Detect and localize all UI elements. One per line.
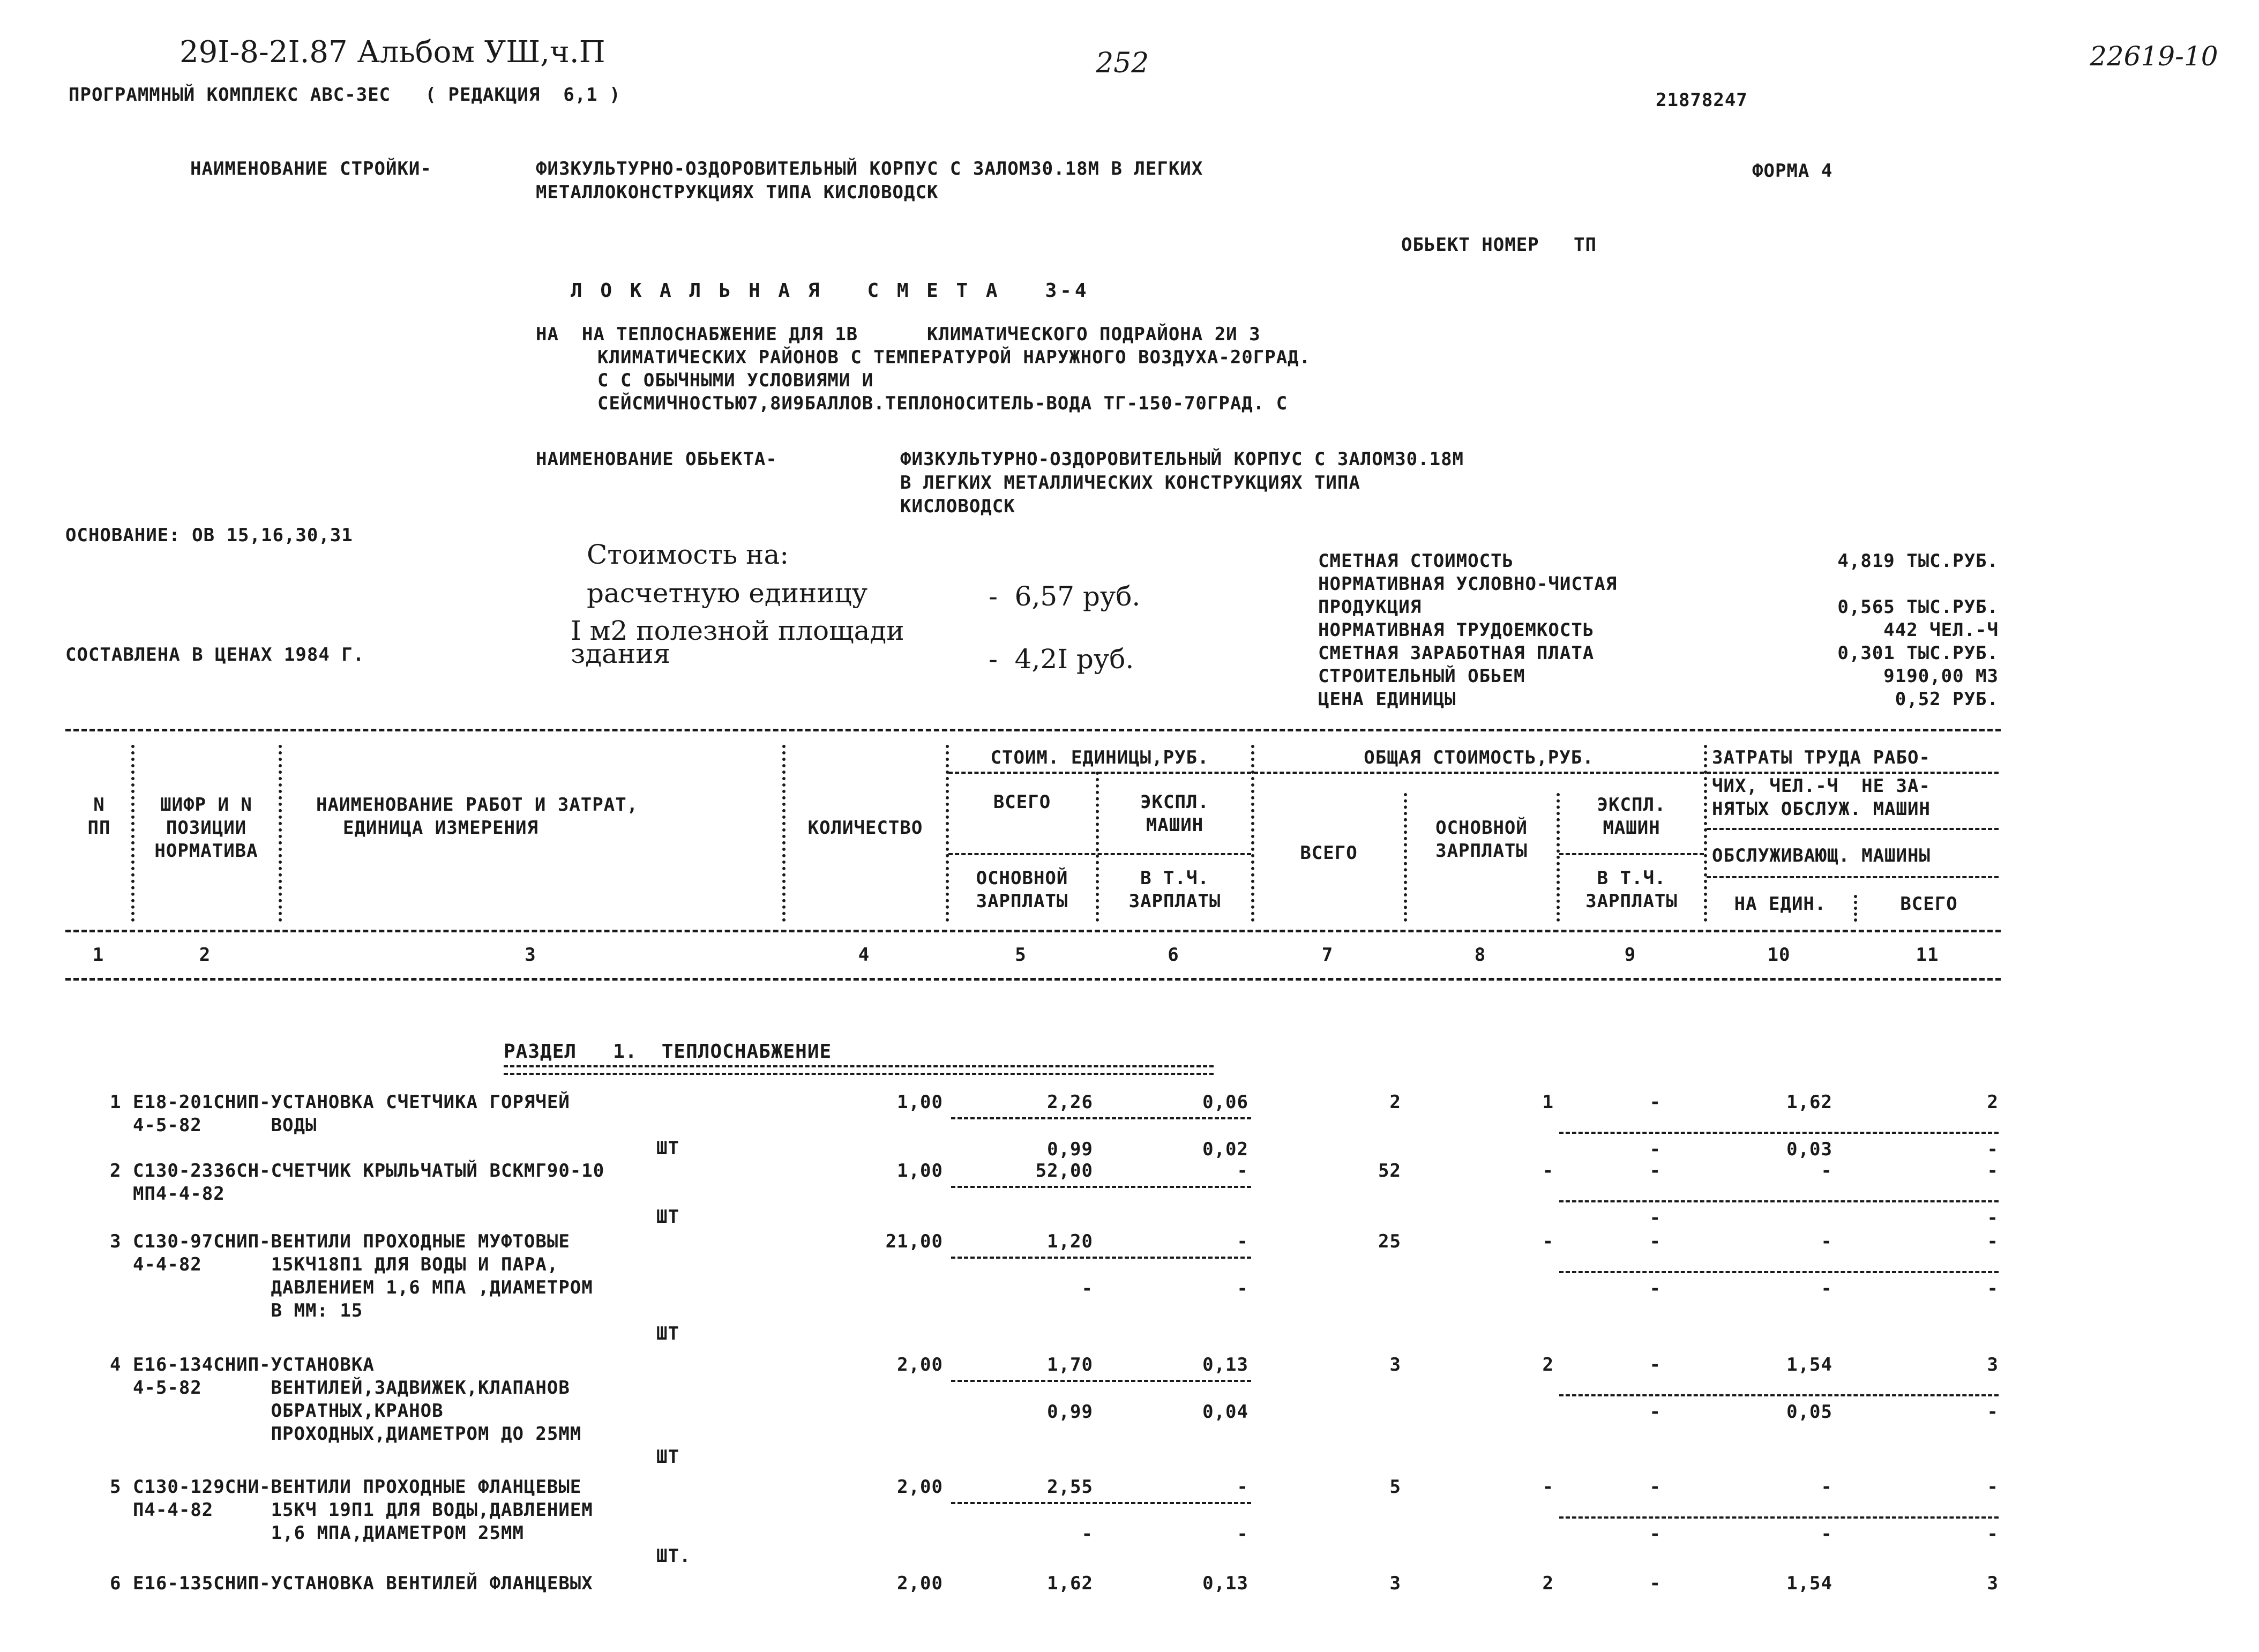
row-quantity: 1,00	[897, 1092, 943, 1113]
cost-unit-value: - 6,57 руб.	[989, 581, 1141, 612]
row-unit-incl-salary: 0,04	[1202, 1401, 1248, 1423]
column-number: 5	[1015, 944, 1027, 966]
cost-area-label-2: здания	[571, 638, 671, 669]
sheet-code: 22619-10	[2090, 41, 2218, 72]
header-col1-line2: ПП	[87, 817, 111, 839]
estimate-subject-line-4: СЕЙСМИЧНОСТЬЮ7,8И9БАЛЛОВ.ТЕПЛОНОСИТЕЛЬ-ВОДА ТГ-150-70ГРАД. С	[597, 393, 1288, 414]
row-total-cost: 3	[1389, 1573, 1401, 1594]
row-unit-base-salary: -	[1081, 1278, 1093, 1299]
row-description: МП4-4-82	[110, 1183, 225, 1205]
row-description: ОБРАТНЫХ,КРАНОВ	[110, 1400, 444, 1422]
summary-label: СМЕТНАЯ СТОИМОСТЬ	[1318, 550, 1514, 572]
summary-value: 442 ЧЕЛ.-Ч	[1883, 619, 1999, 641]
header-col4: КОЛИЧЕСТВО	[807, 817, 923, 839]
header-unit-base-2: ЗАРПЛАТЫ	[976, 891, 1068, 912]
header-rule	[1707, 876, 1999, 878]
row-total-base-salary: 1	[1542, 1092, 1554, 1113]
row-separator	[1559, 1394, 1999, 1396]
row-total-base-salary: -	[1542, 1231, 1554, 1252]
cost-unit-label: расчетную единицу	[587, 578, 868, 609]
column-number: 1	[92, 944, 104, 966]
header-rule	[1707, 772, 1999, 774]
row-total-base-salary: -	[1542, 1160, 1554, 1182]
row-description: П4-4-82 15КЧ 19П1 ДЛЯ ВОДЫ,ДАВЛЕНИЕМ	[110, 1499, 593, 1521]
header-col1-line1: N	[93, 794, 105, 816]
column-number: 10	[1767, 944, 1791, 966]
row-labor-unit: -	[1821, 1231, 1832, 1252]
column-number: 4	[858, 944, 870, 966]
row-labor-serv-total: -	[1987, 1278, 1999, 1299]
header-total-mach-2: МАШИН	[1603, 817, 1660, 839]
header-labor-serv: ОБСЛУЖИВАЮЩ. МАШИНЫ	[1712, 845, 1931, 866]
row-description: 4-5-82 ВЕНТИЛЕЙ,ЗАДВИЖЕК,КЛАПАНОВ	[110, 1377, 570, 1399]
header-unit-mach-1: ЭКСПЛ.	[1140, 791, 1209, 813]
header-labor-1: ЗАТРАТЫ ТРУДА РАБО-	[1712, 747, 1931, 768]
program-info: ПРОГРАММНЫЙ КОМПЛЕКС АВС-3ЕС ( РЕДАКЦИЯ 6,1 )	[69, 84, 621, 106]
column-number: 8	[1474, 944, 1486, 966]
row-total-incl-salary: -	[1649, 1523, 1661, 1545]
object-line-2: В ЛЕГКИХ МЕТАЛЛИЧЕСКИХ КОНСТРУКЦИЯХ ТИПА	[900, 472, 1360, 494]
row-labor-serv-unit: -	[1821, 1278, 1832, 1299]
row-unit: ШТ	[656, 1206, 679, 1228]
row-separator	[951, 1257, 1251, 1259]
row-labor-serv-unit: 0,05	[1786, 1401, 1832, 1423]
row-unit-cost-machines: -	[1237, 1476, 1248, 1498]
row-unit-base-salary: 0,99	[1047, 1139, 1093, 1160]
row-labor-serv-total: -	[1987, 1523, 1999, 1545]
row-description: 2 С130-2336СН-СЧЕТЧИК КРЫЛЬЧАТЫЙ ВСКМГ90-10	[110, 1160, 605, 1182]
header-total-incl-1: В Т.Ч.	[1597, 868, 1666, 889]
header-labor-unit: НА ЕДИН.	[1734, 893, 1827, 915]
estimate-subject-line-1: НА НА ТЕПЛОСНАБЖЕНИЕ ДЛЯ 1В КЛИМАТИЧЕСКОГО ПОДРАЙОНА 2И 3	[536, 324, 1261, 345]
row-separator	[951, 1380, 1251, 1382]
column-number: 6	[1168, 944, 1179, 966]
header-rule	[948, 772, 1251, 774]
summary-value: 4,819 ТЫС.РУБ.	[1837, 550, 1999, 572]
row-unit: ШТ	[656, 1138, 679, 1159]
header-col2-line2: ПОЗИЦИИ	[166, 817, 247, 839]
row-unit-cost-total: 52,00	[1035, 1160, 1093, 1182]
header-unit-incl-1: В Т.Ч.	[1140, 868, 1209, 889]
header-unit-all: ВСЕГО	[993, 791, 1051, 813]
header-total-cost: ОБЩАЯ СТОИМОСТЬ,РУБ.	[1364, 747, 1594, 768]
row-labor-unit: 1,54	[1786, 1354, 1832, 1376]
row-total-machines: -	[1649, 1231, 1661, 1252]
header-total-mach-1: ЭКСПЛ.	[1597, 794, 1666, 816]
row-description: 1,6 МПА,ДИАМЕТРОМ 25ММ	[110, 1522, 524, 1544]
row-total-machines: -	[1649, 1476, 1661, 1498]
row-total-incl-salary: -	[1649, 1401, 1661, 1423]
basis: ОСНОВАНИЕ: ОВ 15,16,30,31	[65, 525, 353, 546]
row-total-machines: -	[1649, 1092, 1661, 1113]
header-total-incl-2: ЗАРПЛАТЫ	[1585, 891, 1678, 912]
column-number: 3	[525, 944, 536, 966]
row-unit-cost-total: 1,20	[1047, 1231, 1093, 1252]
row-total-incl-salary: -	[1649, 1139, 1661, 1160]
price-level: СОСТАВЛЕНА В ЦЕНАХ 1984 Г.	[65, 644, 365, 666]
column-number-rule	[65, 978, 2001, 981]
summary-value: 0,52 РУБ.	[1895, 689, 1999, 710]
construction-line-2: МЕТАЛЛОКОНСТРУКЦИЯХ ТИПА КИСЛОВОДСК	[536, 182, 939, 203]
column-divider	[279, 745, 282, 922]
row-quantity: 1,00	[897, 1160, 943, 1182]
row-unit-cost-machines: 0,13	[1202, 1573, 1248, 1594]
row-unit-base-salary: 0,99	[1047, 1401, 1093, 1423]
row-unit: ШТ	[656, 1446, 679, 1468]
section-title: РАЗДЕЛ 1. ТЕПЛОСНАБЖЕНИЕ	[504, 1041, 832, 1063]
header-rule	[948, 853, 1251, 855]
column-divider	[1854, 895, 1857, 922]
row-unit-incl-salary: 0,02	[1202, 1139, 1248, 1160]
cost-area-value: - 4,2I руб.	[989, 644, 1134, 675]
summary-value: 0,301 ТЫС.РУБ.	[1837, 642, 1999, 664]
row-description: 6 Е16-135СНИП-УСТАНОВКА ВЕНТИЛЕЙ ФЛАНЦЕВЫХ	[110, 1573, 593, 1594]
row-description: 3 С130-97СНИП-ВЕНТИЛИ ПРОХОДНЫЕ МУФТОВЫЕ	[110, 1231, 570, 1252]
row-separator	[1559, 1271, 1999, 1273]
header-col2-line3: НОРМАТИВА	[154, 840, 258, 862]
row-unit-incl-salary: -	[1237, 1278, 1248, 1299]
construction-line-1: ФИЗКУЛЬТУРНО-ОЗДОРОВИТЕЛЬНЫЙ КОРПУС С ЗАЛОМ30.18М В ЛЕГКИХ	[536, 158, 1203, 180]
row-labor-total: -	[1987, 1476, 1999, 1498]
row-total-machines: -	[1649, 1573, 1661, 1594]
estimate-title: Л О К А Л Ь Н А Я С М Е Т А 3-4	[571, 280, 1090, 302]
row-labor-total: -	[1987, 1231, 1999, 1252]
row-total-cost: 25	[1378, 1231, 1401, 1252]
row-total-cost: 2	[1389, 1092, 1401, 1113]
column-divider	[1096, 772, 1099, 922]
row-separator	[1559, 1516, 1999, 1519]
summary-label: НОРМАТИВНАЯ УСЛОВНО-ЧИСТАЯ	[1318, 573, 1618, 595]
row-description: В ММ: 15	[110, 1300, 363, 1321]
row-quantity: 2,00	[897, 1476, 943, 1498]
row-unit-cost-total: 1,70	[1047, 1354, 1093, 1376]
row-description: 4-5-82 ВОДЫ	[110, 1115, 317, 1136]
page-number: 252	[1096, 47, 1149, 79]
row-description: ПРОХОДНЫХ,ДИАМЕТРОМ ДО 25ММ	[110, 1423, 582, 1445]
row-labor-serv-total: -	[1987, 1139, 1999, 1160]
header-total-base-1: ОСНОВНОЙ	[1435, 817, 1528, 839]
row-separator	[951, 1117, 1251, 1119]
row-separator	[1559, 1132, 1999, 1134]
row-unit-cost-total: 2,26	[1047, 1092, 1093, 1113]
row-total-cost: 3	[1389, 1354, 1401, 1376]
row-description: 5 С130-129СНИ-ВЕНТИЛИ ПРОХОДНЫЕ ФЛАНЦЕВЫЕ	[110, 1476, 582, 1498]
cost-on-label: Стоимость на:	[587, 539, 789, 570]
header-bottom-rule	[65, 930, 2001, 932]
summary-value: 0,565 ТЫС.РУБ.	[1837, 596, 1999, 618]
row-labor-unit: -	[1821, 1160, 1832, 1182]
row-labor-unit: 1,62	[1786, 1092, 1832, 1113]
row-unit-cost-machines: -	[1237, 1231, 1248, 1252]
column-divider	[782, 745, 786, 922]
row-unit-cost-total: 1,62	[1047, 1573, 1093, 1594]
construction-label: НАИМЕНОВАНИЕ СТРОЙКИ-	[190, 158, 432, 180]
header-unit-mach-2: МАШИН	[1146, 814, 1204, 836]
row-labor-serv-total: -	[1987, 1401, 1999, 1423]
header-total-all: ВСЕГО	[1300, 842, 1358, 864]
row-unit-cost-machines: 0,13	[1202, 1354, 1248, 1376]
row-labor-total: -	[1987, 1160, 1999, 1182]
column-number: 11	[1916, 944, 1939, 966]
summary-label: НОРМАТИВНАЯ ТРУДОЕМКОСТЬ	[1318, 619, 1595, 641]
header-labor-3: НЯТЫХ ОБСЛУЖ. МАШИН	[1712, 798, 1931, 820]
row-unit-cost-machines: -	[1237, 1160, 1248, 1182]
row-unit-cost-machines: 0,06	[1202, 1092, 1248, 1113]
row-quantity: 21,00	[885, 1231, 943, 1252]
column-divider	[131, 745, 134, 922]
row-quantity: 2,00	[897, 1573, 943, 1594]
summary-label: СТРОИТЕЛЬНЫЙ ОБЬЕМ	[1318, 666, 1525, 687]
header-rule	[1559, 853, 1704, 855]
header-col2-line1: ШИФР И N	[160, 794, 252, 816]
row-separator	[1559, 1200, 1999, 1202]
header-col3-line2: ЕДИНИЦА ИЗМЕРЕНИЯ	[343, 817, 538, 839]
summary-value: 9190,00 М3	[1883, 666, 1999, 687]
column-number: 9	[1624, 944, 1636, 966]
row-unit: ШТ.	[656, 1545, 691, 1567]
row-total-base-salary: 2	[1542, 1573, 1554, 1594]
row-labor-serv-unit: 0,03	[1786, 1139, 1832, 1160]
row-total-cost: 5	[1389, 1476, 1401, 1498]
row-unit-base-salary: -	[1081, 1523, 1093, 1545]
summary-label: СМЕТНАЯ ЗАРАБОТНАЯ ПЛАТА	[1318, 642, 1595, 664]
header-rule	[1254, 772, 1704, 774]
summary-label: ЦЕНА ЕДИНИЦЫ	[1318, 689, 1456, 710]
header-col3-line1: НАИМЕНОВАНИЕ РАБОТ И ЗАТРАТ,	[316, 794, 639, 816]
row-unit-cost-total: 2,55	[1047, 1476, 1093, 1498]
cost-area-label-1: I м2 полезной площади	[571, 615, 904, 646]
document-number: 21878247	[1656, 89, 1748, 111]
header-unit-base-1: ОСНОВНОЙ	[976, 868, 1068, 889]
row-total-machines: -	[1649, 1160, 1661, 1182]
column-number: 7	[1321, 944, 1334, 966]
row-labor-serv-total: -	[1987, 1207, 1999, 1229]
row-labor-unit: 1,54	[1786, 1573, 1832, 1594]
row-description: 1 Е18-201СНИП-УСТАНОВКА СЧЕТЧИКА ГОРЯЧЕЙ	[110, 1092, 570, 1113]
object-number: ОБЬЕКТ НОМЕР ТП	[1401, 234, 1597, 256]
header-total-base-2: ЗАРПЛАТЫ	[1435, 840, 1528, 862]
row-labor-serv-unit: -	[1821, 1523, 1832, 1545]
album-reference: 29I-8-2I.87 Альбом УШ,ч.П	[179, 35, 605, 70]
row-separator	[951, 1186, 1251, 1188]
row-description: 4-4-82 15КЧ18П1 ДЛЯ ВОДЫ И ПАРА,	[110, 1254, 559, 1275]
header-labor-total: ВСЕГО	[1900, 893, 1958, 915]
header-unit-cost: СТОИМ. ЕДИНИЦЫ,РУБ.	[990, 747, 1209, 768]
row-total-base-salary: 2	[1542, 1354, 1554, 1376]
object-label: НАИМЕНОВАНИЕ ОБЬЕКТА-	[536, 448, 777, 470]
row-quantity: 2,00	[897, 1354, 943, 1376]
column-number: 2	[199, 944, 211, 966]
form-number: ФОРМА 4	[1752, 160, 1833, 182]
row-separator	[951, 1502, 1251, 1504]
row-total-base-salary: -	[1542, 1476, 1554, 1498]
estimate-subject-line-3: С С ОБЫЧНЫМИ УСЛОВИЯМИ И	[597, 370, 874, 391]
row-description: 4 Е16-134СНИП-УСТАНОВКА	[110, 1354, 375, 1376]
row-labor-total: 3	[1987, 1573, 1999, 1594]
header-unit-incl-2: ЗАРПЛАТЫ	[1128, 891, 1221, 912]
row-total-incl-salary: -	[1649, 1278, 1661, 1299]
estimate-subject-line-2: КЛИМАТИЧЕСКИХ РАЙОНОВ С ТЕМПЕРАТУРОЙ НАРУЖНОГО ВОЗДУХА-20ГРАД.	[597, 347, 1311, 368]
section-underline	[504, 1065, 1214, 1075]
row-labor-total: 3	[1987, 1354, 1999, 1376]
row-total-incl-salary: -	[1649, 1207, 1661, 1229]
row-total-cost: 52	[1378, 1160, 1401, 1182]
column-divider	[1404, 793, 1407, 922]
row-labor-total: 2	[1987, 1092, 1999, 1113]
summary-label: ПРОДУКЦИЯ	[1318, 596, 1422, 618]
object-line-3: КИСЛОВОДСК	[900, 496, 1015, 517]
object-line-1: ФИЗКУЛЬТУРНО-ОЗДОРОВИТЕЛЬНЫЙ КОРПУС С ЗАЛОМ30.18М	[900, 448, 1464, 470]
row-description: ДАВЛЕНИЕМ 1,6 МПА ,ДИАМЕТРОМ	[110, 1277, 593, 1298]
header-rule	[1707, 828, 1999, 830]
table-top-rule	[65, 729, 2001, 731]
row-unit-incl-salary: -	[1237, 1523, 1248, 1545]
row-total-machines: -	[1649, 1354, 1661, 1376]
column-divider	[1557, 793, 1560, 922]
header-labor-2: ЧИХ, ЧЕЛ.-Ч НЕ ЗА-	[1712, 775, 1931, 797]
row-unit: ШТ	[656, 1323, 679, 1344]
row-labor-unit: -	[1821, 1476, 1832, 1498]
